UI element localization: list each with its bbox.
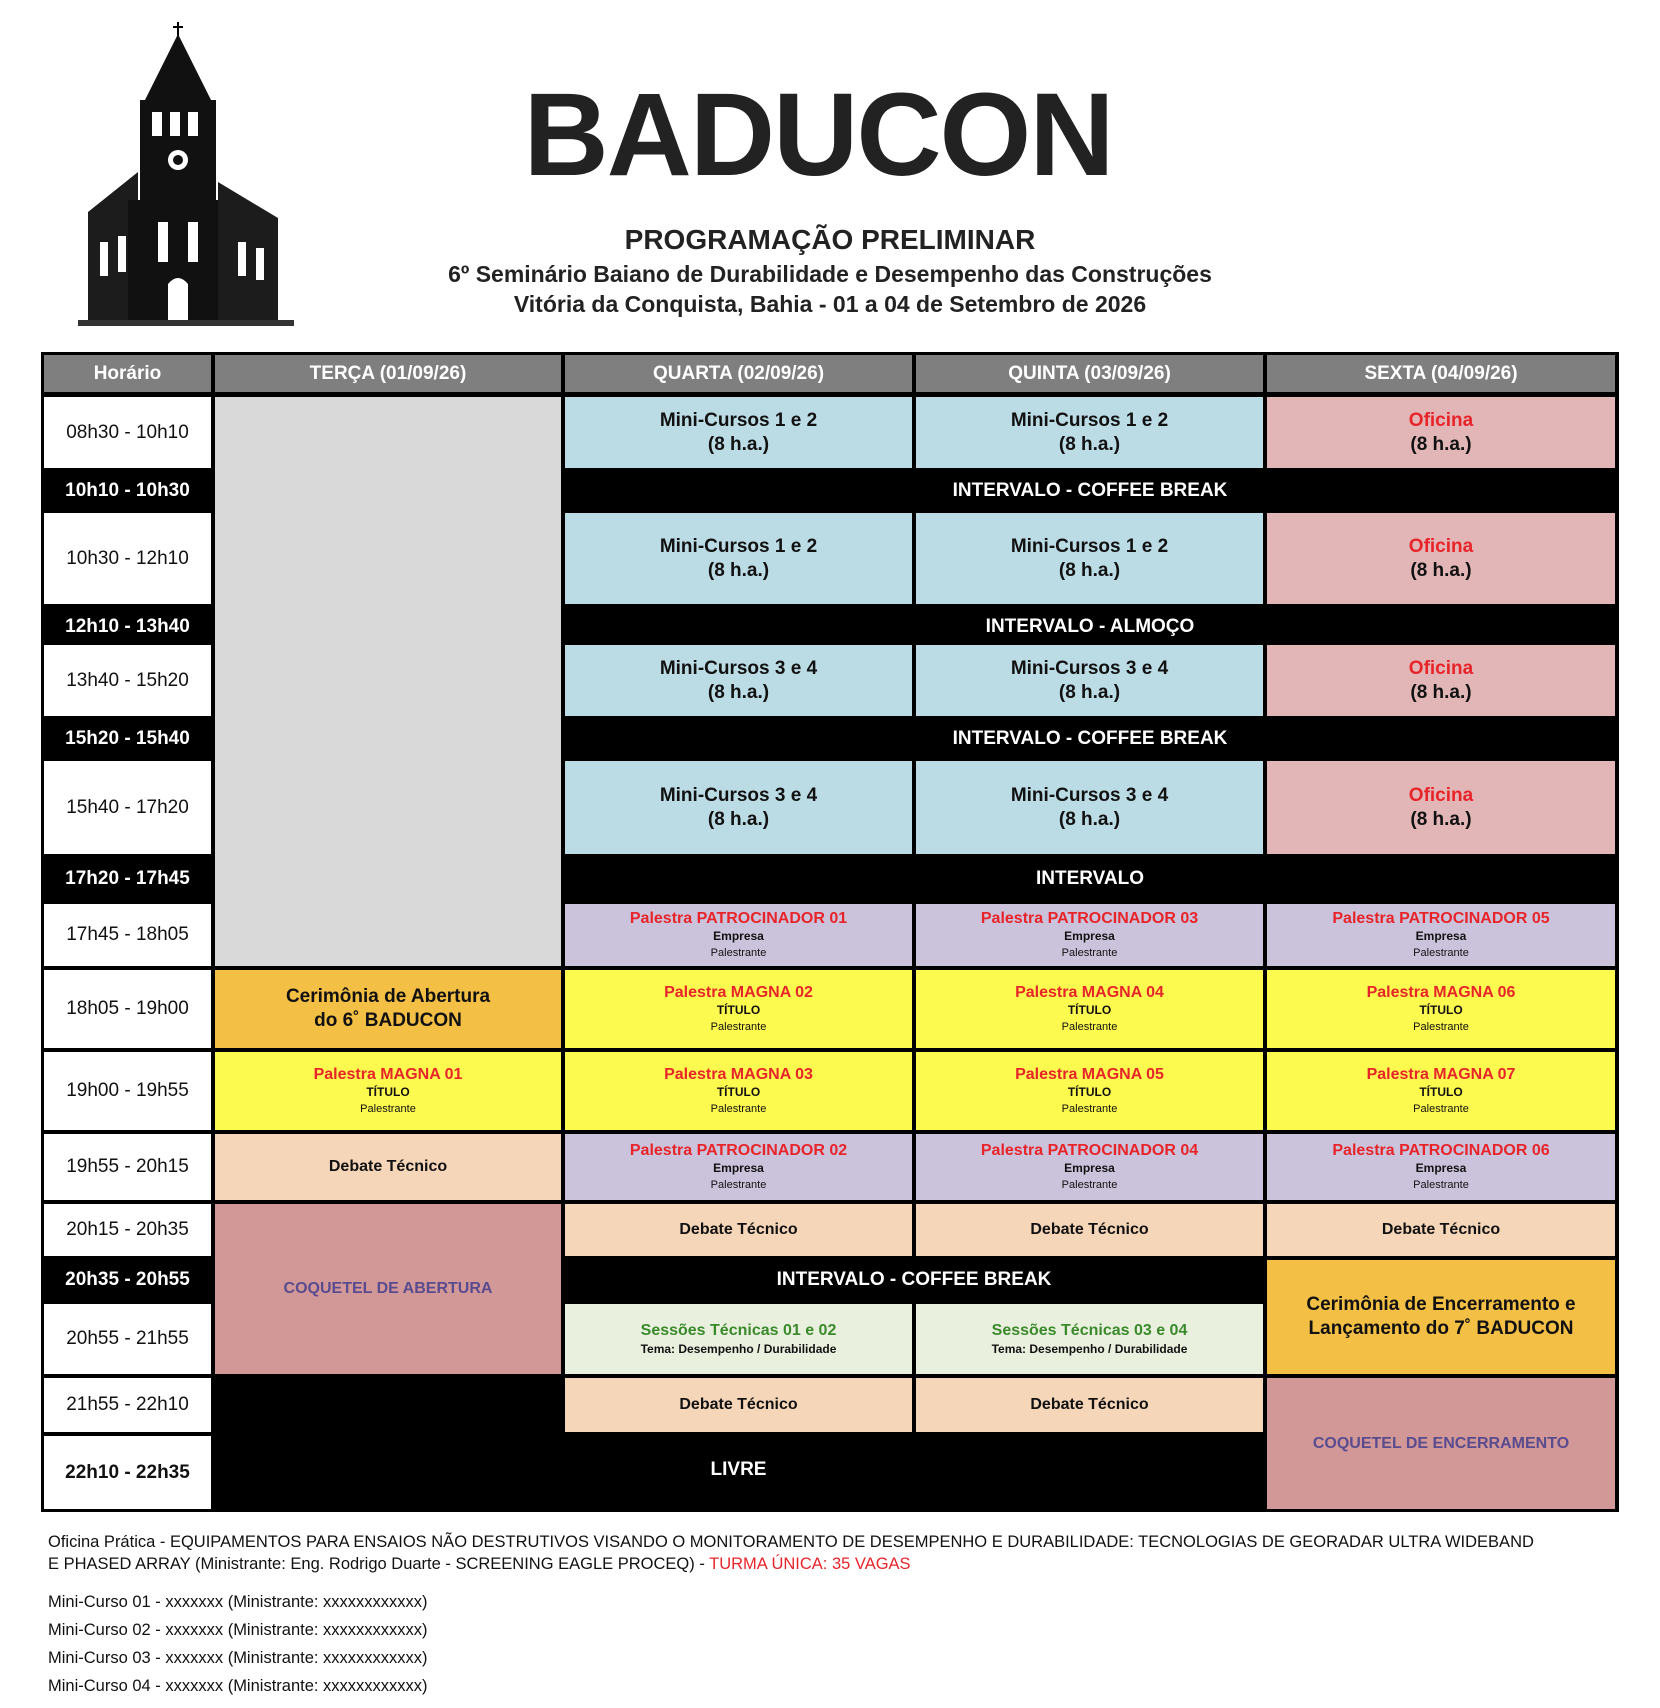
event-subtitle: 6º Seminário Baiano de Durabilidade e Desempenho das Construções — [448, 261, 1212, 287]
minicurso-block: Mini-Cursos 1 e 2 (8 h.a.) — [565, 397, 912, 468]
magna-talk: Palestra MAGNA 04 TÍTULO Palestrante — [916, 970, 1263, 1048]
break-coffee: INTERVALO - COFFEE BREAK — [952, 727, 1228, 749]
magna-01: Palestra MAGNA 01 TÍTULO Palestrante — [215, 1052, 561, 1130]
patrocinador-talk: Palestra PATROCINADOR 04 Empresa Palestrante — [916, 1134, 1263, 1200]
minicurso-block: Mini-Cursos 1 e 2 (8 h.a.) — [916, 513, 1263, 604]
magna-talk: Palestra MAGNA 03 TÍTULO Palestrante — [565, 1052, 912, 1130]
header-quinta: QUINTA (03/09/26) — [916, 355, 1263, 392]
time-slot: 22h10 - 22h35 — [44, 1436, 211, 1509]
patrocinador-talk: Palestra PATROCINADOR 03 Empresa Palestrante — [916, 904, 1263, 966]
minicurso-block: Mini-Cursos 1 e 2 (8 h.a.) — [916, 397, 1263, 468]
magna-talk: Palestra MAGNA 06 TÍTULO Palestrante — [1267, 970, 1615, 1048]
break-coffee: INTERVALO - COFFEE BREAK — [952, 479, 1228, 501]
time-slot: 15h20 - 15h40 — [44, 720, 211, 757]
time-slot: 18h05 - 19h00 — [44, 970, 211, 1048]
oficina-description: Oficina Prática - EQUIPAMENTOS PARA ENSAIOS NÃO DESTRUTIVOS VISANDO O MONITORAMENTO DE DESEMPENHO E DURABILIDADE: TECNOLOGIAS DE GEORADAR ULTRA WIDEBAND E PHASED ARRAY (Ministrante: Eng. Rodrigo Duarte - SCREENING EAGLE PROCEQ) - TURMA ÚNICA: 35 VAGAS — [48, 1533, 1534, 1573]
header-horario: Horário — [44, 355, 211, 392]
minicurso-block: Mini-Cursos 3 e 4 (8 h.a.) — [565, 645, 912, 716]
time-slot: 13h40 - 15h20 — [44, 645, 211, 716]
break-coffee: INTERVALO - COFFEE BREAK — [776, 1269, 1052, 1290]
time-slot: 20h55 - 21h55 — [44, 1304, 211, 1374]
time-slot: 19h00 - 19h55 — [44, 1052, 211, 1130]
minicurso-item: Mini-Curso 03 - xxxxxxx (Ministrante: xxxxxxxxxxxx) — [48, 1649, 428, 1667]
cerimonia-encerramento: Cerimônia de Encerramento e Lançamento do 7˚ BADUCON — [1267, 1260, 1615, 1374]
minicurso-item: Mini-Curso 01 - xxxxxxx (Ministrante: xxxxxxxxxxxx) — [48, 1593, 428, 1611]
magna-talk: Palestra MAGNA 05 TÍTULO Palestrante — [916, 1052, 1263, 1130]
time-slot: 08h30 - 10h10 — [44, 397, 211, 468]
minicurso-block: Mini-Cursos 3 e 4 (8 h.a.) — [916, 645, 1263, 716]
header-sexta: SEXTA (04/09/26) — [1267, 355, 1615, 392]
minicurso-item: Mini-Curso 02 - xxxxxxx (Ministrante: xxxxxxxxxxxx) — [48, 1621, 428, 1639]
time-slot: 21h55 - 22h10 — [44, 1378, 211, 1432]
time-slot: 17h45 - 18h05 — [44, 904, 211, 966]
patrocinador-talk: Palestra PATROCINADOR 02 Empresa Palestrante — [565, 1134, 912, 1200]
time-slot: 15h40 - 17h20 — [44, 761, 211, 854]
sessoes-tecnicas: Sessões Técnicas 01 e 02 Tema: Desempenho / Durabilidade — [565, 1304, 912, 1374]
terca-empty-block — [215, 397, 561, 966]
time-slot: 20h35 - 20h55 — [44, 1260, 211, 1300]
event-location: Vitória da Conquista, Bahia - 01 a 04 de Setembro de 2026 — [513, 291, 1147, 317]
vagas-note: TURMA ÚNICA: 35 VAGAS — [709, 1555, 911, 1573]
magna-talk: Palestra MAGNA 07 TÍTULO Palestrante — [1267, 1052, 1615, 1130]
livre-label: LIVRE — [710, 1459, 767, 1480]
header-quarta: QUARTA (02/09/26) — [565, 355, 912, 392]
debate-tecnico: Debate Técnico — [916, 1378, 1263, 1432]
patrocinador-talk: Palestra PATROCINADOR 06 Empresa Palestrante — [1267, 1134, 1615, 1200]
time-slot: 20h15 - 20h35 — [44, 1204, 211, 1256]
minicurso-item: Mini-Curso 04 - xxxxxxx (Ministrante: xxxxxxxxxxxx) — [48, 1677, 428, 1695]
magna-talk: Palestra MAGNA 02 TÍTULO Palestrante — [565, 970, 912, 1048]
minicurso-block: Mini-Cursos 3 e 4 (8 h.a.) — [565, 761, 912, 854]
cerimonia-abertura: Cerimônia de Abertura do 6˚ BADUCON — [215, 970, 561, 1048]
oficina-block: Oficina (8 h.a.) — [1267, 397, 1615, 468]
debate-tecnico: Debate Técnico — [215, 1134, 561, 1200]
patrocinador-talk: Palestra PATROCINADOR 05 Empresa Palestrante — [1267, 904, 1615, 966]
header-terca: TERÇA (01/09/26) — [215, 355, 561, 392]
time-slot: 10h30 - 12h10 — [44, 513, 211, 604]
minicurso-block: Mini-Cursos 3 e 4 (8 h.a.) — [916, 761, 1263, 854]
time-slot: 19h55 - 20h15 — [44, 1134, 211, 1200]
coquetel-abertura: COQUETEL DE ABERTURA — [215, 1204, 561, 1374]
oficina-block: Oficina (8 h.a.) — [1267, 645, 1615, 716]
debate-tecnico: Debate Técnico — [916, 1204, 1263, 1256]
break-lunch: INTERVALO - ALMOÇO — [985, 615, 1195, 637]
debate-tecnico: Debate Técnico — [565, 1378, 912, 1432]
patrocinador-talk: Palestra PATROCINADOR 01 Empresa Palestrante — [565, 904, 912, 966]
oficina-block: Oficina (8 h.a.) — [1267, 761, 1615, 854]
time-slot: 17h20 - 17h45 — [44, 858, 211, 900]
break-plain: INTERVALO — [1035, 868, 1145, 889]
minicurso-block: Mini-Cursos 1 e 2 (8 h.a.) — [565, 513, 912, 604]
page-title: PROGRAMAÇÃO PRELIMINAR — [624, 224, 1036, 255]
sessoes-tecnicas: Sessões Técnicas 03 e 04 Tema: Desempenho / Durabilidade — [916, 1304, 1263, 1374]
time-slot: 10h10 - 10h30 — [44, 472, 211, 509]
oficina-block: Oficina (8 h.a.) — [1267, 513, 1615, 604]
church-illustration — [78, 22, 294, 338]
debate-tecnico: Debate Técnico — [1267, 1204, 1615, 1256]
coquetel-encerramento: COQUETEL DE ENCERRAMENTO — [1267, 1378, 1615, 1509]
time-slot: 12h10 - 13h40 — [44, 608, 211, 645]
debate-tecnico: Debate Técnico — [565, 1204, 912, 1256]
baducon-logo: BADUCON — [523, 69, 1113, 201]
